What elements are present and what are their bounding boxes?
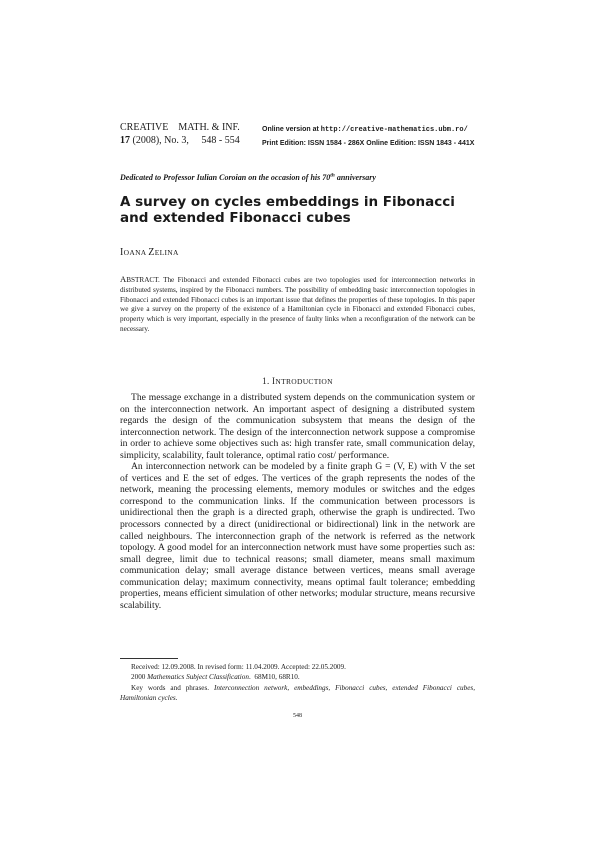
- volume-number: 17: [120, 135, 130, 146]
- abstract-text: The Fibonacci and extended Fibonacci cubes are two topologies used for interconnection networks in distributed systems, inspired by the Fibonacci numbers. The possibility of embedding basic interconnection topologies in Fibonacci and extended Fibonacci cubes is an important issue that defines the properties of these topologies. In this paper we give a survey on the property of the existence of a Hamiltonian cycle in Fibonacci and extended Fibonacci cubes, property which is very important, especially in the presence of faulty links when a reconfiguration of the network can be necessary.: [120, 276, 475, 333]
- dedication-text: Dedicated to Professor Iulian Coroian on the occasion of his 70th anniversary: [120, 172, 376, 182]
- msc-codes: 68M10, 68R10.: [250, 673, 300, 682]
- dedication: [120, 172, 376, 182]
- page-number: 548: [293, 713, 302, 719]
- paper-title: A survey on cycles embeddings in Fibonacci and extended Fibonacci cubes: [120, 194, 455, 226]
- volume-issue-pages: (2008), No. 3, 548 - 554: [130, 135, 240, 146]
- online-label: Online version at: [262, 126, 321, 133]
- msc-classification: [120, 672, 475, 682]
- received-dates: Received: 12.09.2008. In revised form: 11.04.2009. Accepted: 22.05.2009.: [131, 663, 346, 671]
- journal-volume: [120, 134, 240, 147]
- author-name: IOANA ZELINA: [120, 247, 179, 258]
- journal-info: [120, 121, 240, 147]
- keywords-label: Key words and phrases.: [131, 683, 210, 692]
- paragraph: An interconnection network can be modeled by a finite graph G = (V, E) with V the set of vertices and E the set of edges. The vertices of the graph represents the nodes of the network, meaning the processing elements, memory modules or switches and the edges correspond to the communication links. If the communication between processors is unidirectional then the graph is a directed graph, otherwise the graph is undirected. Two processors connected by a direct (unidirectional or bidirectional) link in the network are called neighbours. The interconnection graph of the network is referred as the network topology. A good model for an interconnection network must have some properties such as: small degree, limit due to technical reasons; small diameter, means small maximum communication delay; small average distance between vertices, means small average communication delay; maximum connectivity, means optimal fault tolerance; embedding properties, means efficient simulation of other networks; modular structure, means recursive scalability.: [120, 461, 475, 611]
- footnotes: [120, 662, 475, 703]
- journal-name: CREATIVE MATH. & INF.: [120, 122, 240, 133]
- section-heading: 1. INTRODUCTION: [262, 376, 333, 386]
- paragraph: The message exchange in a distributed system depends on the communication system or on the interconnection network. An important aspect of designing a distributed system regards the design of the communication subsystem that means the design of the interconnection network. The design of the interconnection network suppose a compromise in order to achieve some objectives such as: high transfer rate, small communication delay, simplicity, scalability, fault tolerance, optimal ratio cost/ performance.: [120, 392, 475, 461]
- body-text: [120, 392, 475, 611]
- online-version: [262, 123, 474, 137]
- abstract: [120, 275, 475, 335]
- footnote-rule: [120, 658, 178, 659]
- print-edition: Print Edition: ISSN 1584 - 286X Online Edition: ISSN 1843 - 441X: [262, 140, 475, 147]
- abstract-label: ABSTRACT.: [120, 274, 160, 284]
- msc-label: 2000 Mathematics Subject Classification.: [131, 673, 251, 682]
- keywords: [120, 683, 475, 704]
- keywords-text: Interconnection network, embeddings, Fibonacci cubes, extended Fibonacci cubes, Hamiltonian cycles.: [120, 683, 475, 702]
- online-url[interactable]: http://creative-mathematics.ubm.ro/: [320, 126, 468, 134]
- edition-info: [262, 123, 474, 150]
